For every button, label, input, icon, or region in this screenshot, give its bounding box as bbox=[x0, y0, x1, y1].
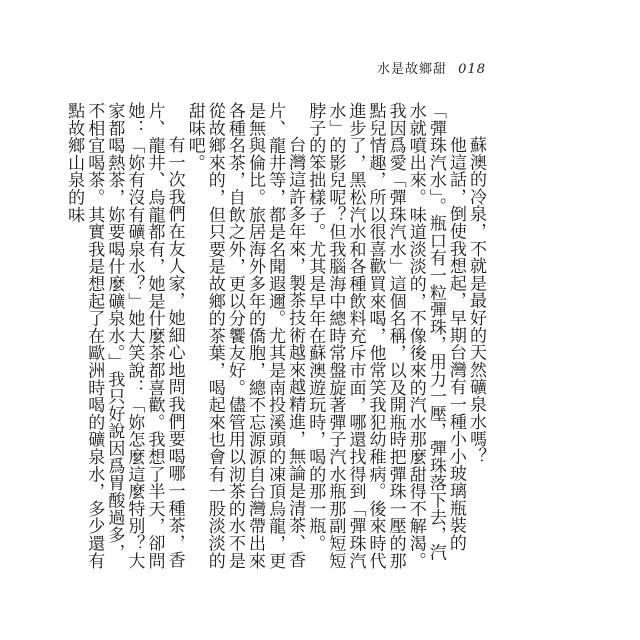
body-text bbox=[64, 102, 486, 572]
running-title: 水是故鄉甜 bbox=[377, 62, 448, 77]
paragraph: 有一次我們在友人家，她細心地問我們要喝哪一種茶，香片、龍井、烏龍都有，她是什麼茶都喜歡。我想了半天，卻問她：「妳有沒有礦泉水？」她大笑說：「妳怎麼這麼特別？大家都喝熱茶，妳要喝什麼礦泉水。」我只好說因爲胃酸過多，不相宜喝茶。其實我是想起了在歐洲時喝的礦泉水，多少還有點故鄉山泉的味 bbox=[64, 102, 185, 570]
paragraph: 蘇澳的冷泉，不就是最好的天然礦泉水嗎？ bbox=[466, 136, 486, 465]
page-number: 018 bbox=[458, 62, 486, 77]
paragraph: 他這話，倒使我想起，早期台灣有一種小小玻璃瓶裝的「彈珠汽水」。瓶口有一粒彈珠，用力一壓，彈珠落下去，汽水就噴出來。味道淡淡的，不像後來的汽水那麼甜得不解渴。我因爲愛「彈珠汽水」這個名稱，以及開瓶時把彈珠一壓的那點兒情趣，所以很喜歡買來喝，他常笑我犯幼稚病。後來時代進步了，黑松汽水和各種飲料充斥市面，哪還找得到「彈珠汽水」的影兒呢？但我腦海中總時常盤旋著彈子汽水瓶那副短短脖子的笨拙樣子。尤其是早年在蘇澳遊玩時，喝的那一瓶。 bbox=[305, 102, 466, 570]
running-header bbox=[377, 58, 486, 77]
paragraph: 台灣這許多年來，製茶技術越來越精進，無論是清茶、香片、龍井等，都是名聞遐邇。尤其是南投溪頭的凍頂烏龍，更是無與倫比。旅居海外多年的僑胞，總不忘源源自台灣帶出來各種名茶，自飲之外，更以分饗友好。儘管用以沏茶的水不是從故鄉來的，但只要是故鄉的茶葉，喝起來也會有一股淡淡的甜味吧。 bbox=[184, 102, 306, 570]
